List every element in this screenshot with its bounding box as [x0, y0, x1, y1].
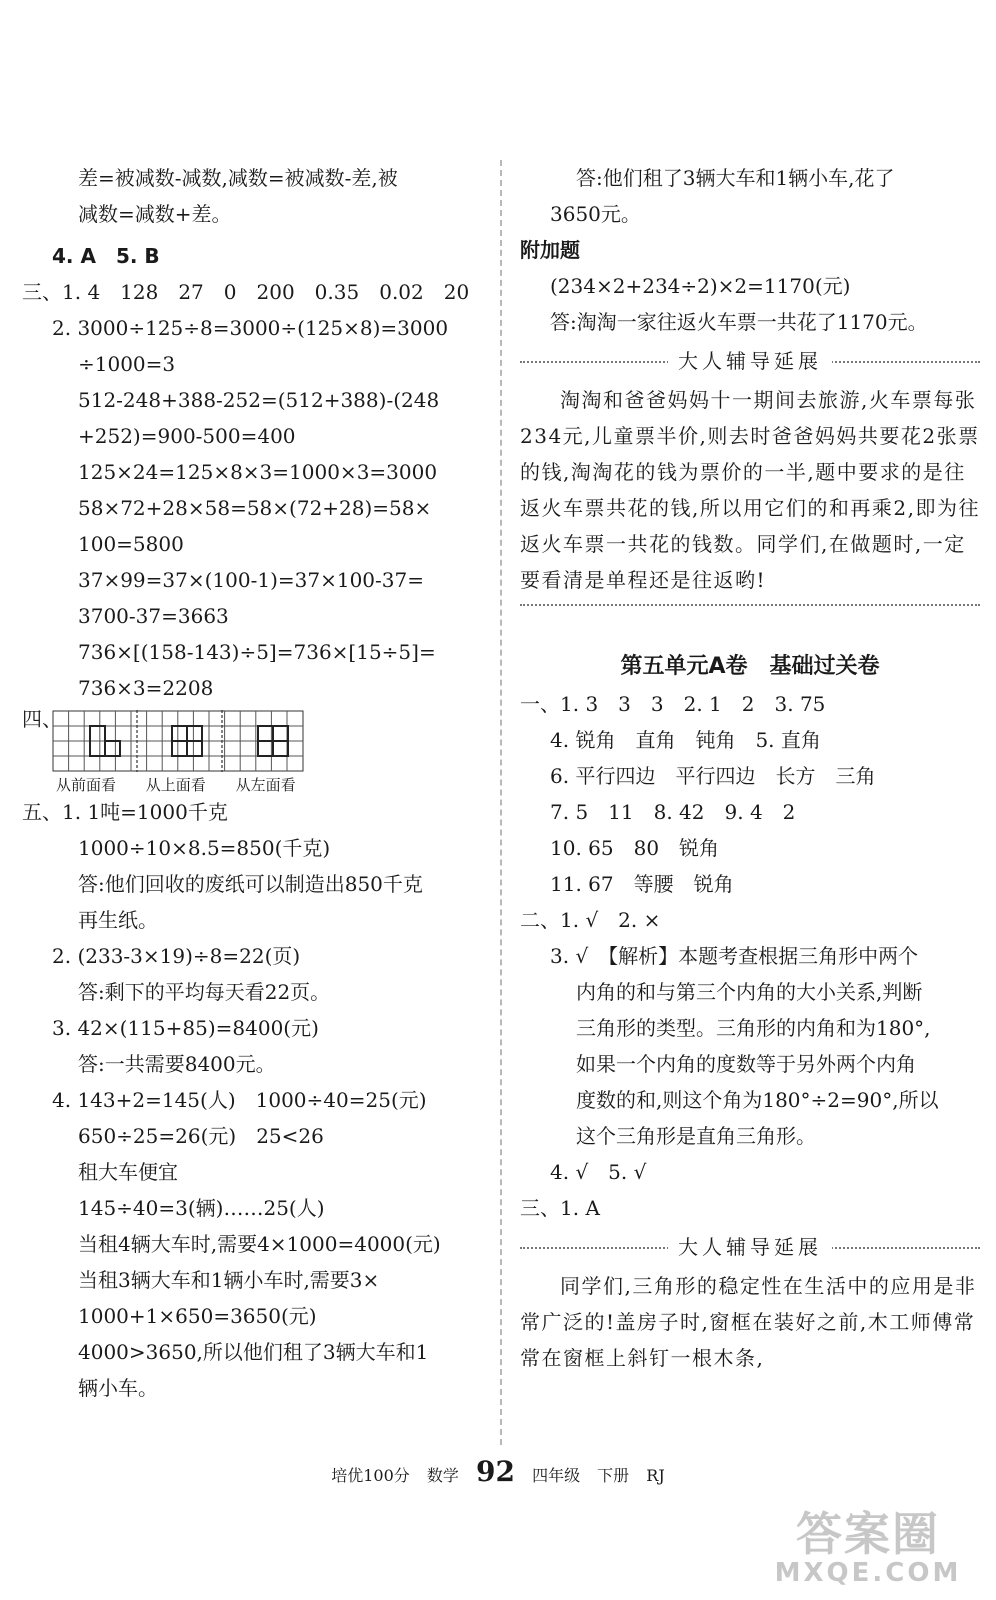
- answer-line: 差=被减数-减数,减数=被减数-差,被: [78, 166, 398, 190]
- view-grid-diagram: [52, 710, 304, 772]
- answer-line: 度数的和,则这个角为180°÷2=90°,所以: [576, 1088, 939, 1112]
- fujia-title: 附加题: [520, 238, 580, 262]
- answer-line: 如果一个内角的度数等于另外两个内角: [576, 1052, 916, 1076]
- answer-line: 2. (233-3×19)÷8=22(页): [52, 944, 301, 968]
- answer-line: 答:他们租了3辆大车和1辆小车,花了: [576, 166, 895, 190]
- answer-line: 6. 平行四边 平行四边 长方 三角: [550, 764, 876, 788]
- answer-line: +252)=900-500=400: [78, 424, 296, 448]
- answer-line: 3700-37=3663: [78, 604, 229, 628]
- answer-line: 答:剩下的平均每天看22页。: [78, 980, 331, 1004]
- footer-term: 下册: [597, 1466, 630, 1485]
- answer-line: 答:一共需要8400元。: [78, 1052, 276, 1076]
- answer-line: 2. 3000÷125÷8=3000÷(125×8)=3000: [52, 316, 449, 340]
- right-column: [520, 160, 980, 1376]
- answer-line: 当租3辆大车和1辆小车时,需要3×: [78, 1268, 380, 1292]
- answer-line: 这个三角形是直角三角形。: [576, 1124, 816, 1148]
- answer-line: 1000÷10×8.5=850(千克): [78, 836, 331, 860]
- tip-bottom-rule: [520, 604, 980, 606]
- answer-line: 10. 65 80 锐角: [550, 836, 720, 860]
- view-grid-section: [22, 706, 492, 794]
- answer-line: 内角的和与第三个内角的大小关系,判断: [576, 980, 923, 1004]
- answer-line: 当租4辆大车时,需要4×1000=4000(元): [78, 1232, 441, 1256]
- banner-title: 大人辅导延展: [668, 1230, 832, 1264]
- answer-line: 512-248+388-252=(512+388)-(248: [78, 388, 440, 412]
- section-er-1: 二、1. √ 2. ×: [520, 908, 661, 932]
- column-divider: [500, 160, 502, 1445]
- answer-line: 租大车便宜: [78, 1160, 178, 1184]
- answer-line: 再生纸。: [78, 908, 158, 932]
- unit-title: 第五单元A卷 基础过关卷: [620, 654, 880, 679]
- tip-text: 同学们,三角形的稳定性在生活中的应用是非常广泛的!盖房子时,窗框在装好之前,木工师傅常常在窗框上斜钉一根木条,: [520, 1274, 977, 1370]
- view-label-top: 从上面看: [145, 776, 206, 794]
- answer-line: 145÷40=3(辆)……25(人): [78, 1196, 325, 1220]
- answer-line: 4. A 5. B: [52, 244, 160, 268]
- answer-line: 3650元。: [550, 202, 641, 226]
- section-san-1: 三、1. 4 128 27 0 200 0.35 0.02 20: [22, 280, 470, 304]
- footer-grade: 四年级: [532, 1466, 581, 1485]
- banner-title: 大人辅导延展: [668, 344, 832, 378]
- page-number: 92: [476, 1455, 515, 1488]
- tutor-banner-2: [520, 1230, 980, 1264]
- answer-line: 辆小车。: [78, 1376, 158, 1400]
- answer-line: 11. 67 等腰 锐角: [550, 872, 734, 896]
- answer-line: 1000+1×650=3650(元): [78, 1304, 317, 1328]
- answer-line: 三角形的类型。三角形的内角和为180°,: [576, 1016, 931, 1040]
- tip-text: 淘淘和爸爸妈妈十一期间去旅游,火车票每张234元,儿童票半价,则去时爸爸妈妈共要花2张票的钱,淘淘花的钱为票价的一半,题中要求的是往返火车票共花的钱,所以用它们的和再乘2,即为往返火车票一共花的钱数。同学们,在做题时,一定要看清是单程还是往返哟!: [520, 388, 980, 592]
- answer-line: 4. 锐角 直角 钝角 5. 直角: [550, 728, 821, 752]
- footer-edition: RJ: [646, 1466, 665, 1485]
- answer-line: 125×24=125×8×3=1000×3=3000: [78, 460, 438, 484]
- watermark-line1: 答案圈: [796, 1507, 940, 1561]
- answer-line: 答:淘淘一家往返火车票一共花了1170元。: [550, 310, 928, 334]
- answer-line: 4000>3650,所以他们租了3辆大车和1: [78, 1340, 429, 1364]
- answer-line: 答:他们回收的废纸可以制造出850千克: [78, 872, 423, 896]
- answer-line: 736×[(158-143)÷5]=736×[15÷5]=: [78, 640, 436, 664]
- watermark-line2: MXQE.COM: [774, 1558, 962, 1588]
- footer-brand: 培优100分: [331, 1466, 410, 1485]
- answer-line: 37×99=37×(100-1)=37×100-37=: [78, 568, 424, 592]
- tutor-banner: [520, 344, 980, 378]
- answer-line: (234×2+234÷2)×2=1170(元): [550, 274, 851, 298]
- footer-subject: 数学: [426, 1466, 459, 1485]
- answer-line: 减数=减数+差。: [78, 202, 232, 226]
- section-yi-1: 一、1. 3 3 3 2. 1 2 3. 75: [520, 692, 826, 716]
- tutor-tip-2: [520, 1268, 980, 1376]
- left-column: [22, 160, 492, 1406]
- view-labels: [56, 774, 321, 795]
- section-si-label: 四、: [22, 707, 62, 731]
- section-wu-1: 五、1. 1吨=1000千克: [22, 800, 228, 824]
- answer-line: 100=5800: [78, 532, 184, 556]
- answer-line: 4. 143+2=145(人) 1000÷40=25(元): [52, 1088, 427, 1112]
- answer-line: 3. √ 【解析】本题考查根据三角形中两个: [550, 944, 919, 968]
- tutor-tip: [520, 382, 980, 606]
- answer-line: 4. √ 5. √: [550, 1160, 647, 1184]
- answer-line: 736×3=2208: [78, 676, 214, 700]
- answer-line: 650÷25=26(元) 25<26: [78, 1124, 324, 1148]
- answer-line: 58×72+28×58=58×(72+28)=58×: [78, 496, 432, 520]
- view-label-front: 从前面看: [56, 776, 117, 794]
- section-san-1-right: 三、1. A: [520, 1196, 600, 1220]
- page-footer: [0, 1455, 996, 1488]
- answer-line: 3. 42×(115+85)=8400(元): [52, 1016, 319, 1040]
- site-watermark: [748, 1507, 988, 1595]
- view-label-left: 从左面看: [235, 776, 296, 794]
- answer-line: ÷1000=3: [78, 352, 176, 376]
- answer-line: 7. 5 11 8. 42 9. 4 2: [550, 800, 796, 824]
